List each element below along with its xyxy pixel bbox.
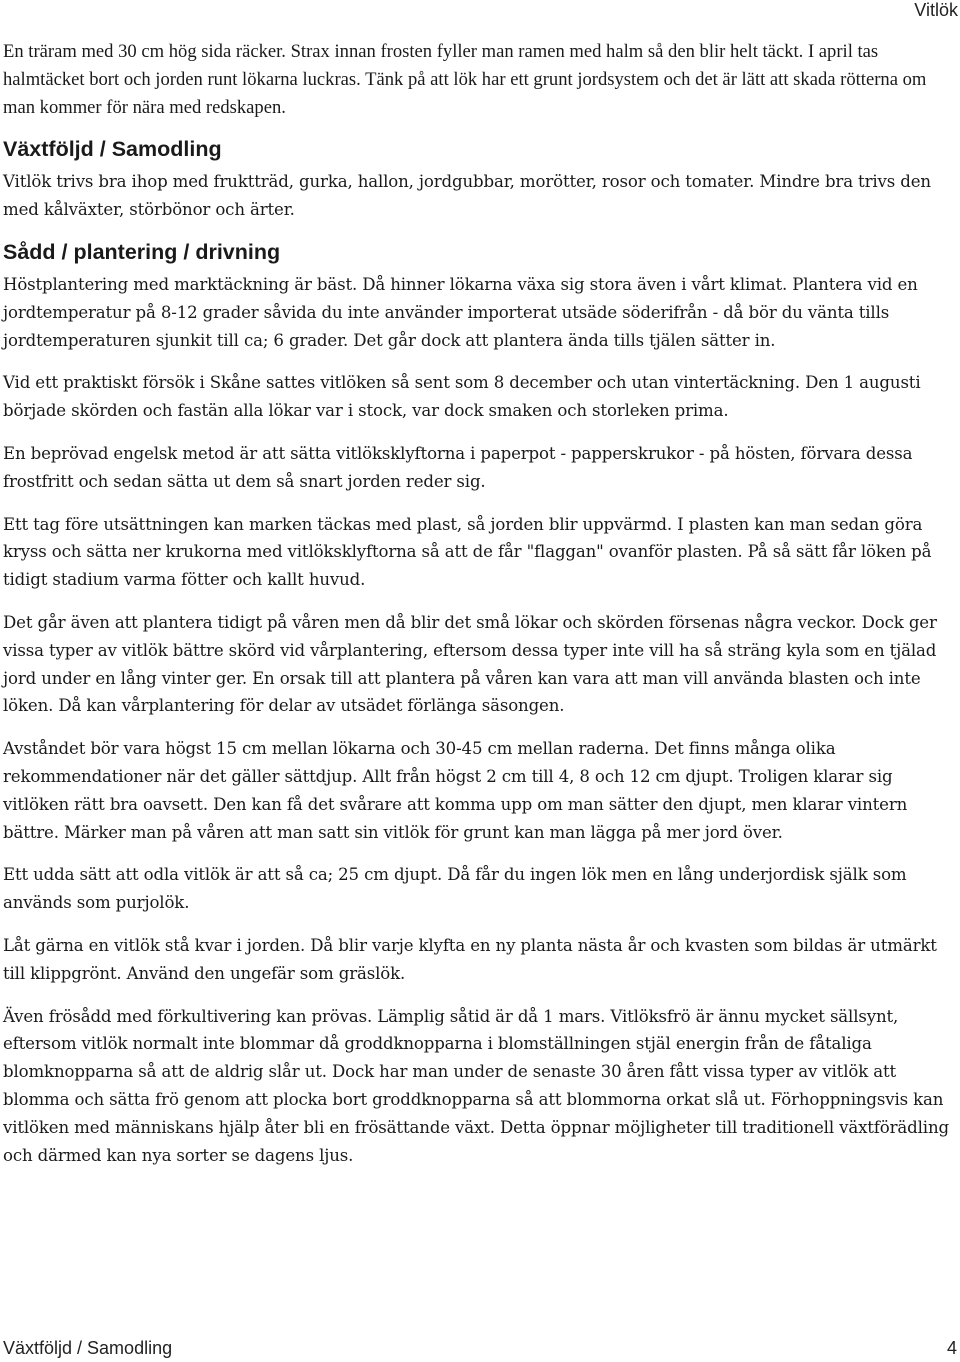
footer-section-title: Växtföljd / Samodling bbox=[3, 1338, 173, 1358]
paragraph-frosadd: Även frösådd med förkultivering kan prövas. Lämplig såtid är då 1 mars. Vitlöksfrö är ännu mycket sällsynt, eftersom vitlök normalt inte blommar då groddknopparna i blomställningen stjäl energin från de fåtaliga blomknopparna så att de aldrig slår ut. Dock har man under de senaste 30 åren fått vissa typer av vitlök att blomma och sätta frö genom att plocka bort groddknopparna så att blommorna orkat slå ut. Förhoppningsvis kan vitlöken med människans hjälp åter bli en frösättande växt. Detta öppnar möjligheter till traditionell växtförädling och därmed kan nya sorter se dagens ljus. bbox=[3, 1006, 949, 1165]
paragraph-plast: Ett tag före utsättningen kan marken täckas med plast, så jorden blir uppvärmd. I plasten kan man sedan göra kryss och sätta ner krukorna med vitlöksklyftorna så att de får "flaggan" ovanför plasten. På så sätt får löken på tidigt stadium varma fötter och kallt huvud. bbox=[3, 514, 932, 590]
paragraph-kvar-i-jorden: Låt gärna en vitlök stå kvar i jorden. Då blir varje klyfta en ny planta nästa år och kvasten som bildas är utmärkt till klippgrönt. Använd den ungefär som gräslök. bbox=[3, 935, 937, 983]
heading-vaxtfoljd: Växtföljd / Samodling bbox=[3, 137, 222, 162]
heading-sadd-plantering: Sådd / plantering / drivning bbox=[3, 239, 281, 264]
running-footer bbox=[3, 1337, 957, 1359]
paragraph-vaxtfoljd: Vitlök trivs bra ihop med fruktträd, gurka, hallon, jordgubbar, morötter, rosor och tomater. Mindre bra trivs den med kålväxter, störbönor och ärter. bbox=[3, 172, 931, 220]
running-header-title: Vitlök bbox=[914, 0, 958, 20]
paragraph-udda-satt: Ett udda sätt att odla vitlök är att så ca; 25 cm djupt. Då får du ingen lök men en lång underjordisk själk som används som purjolök. bbox=[3, 865, 907, 913]
paragraph-intro: En träram med 30 cm hög sida räcker. Strax innan frosten fyller man ramen med halm så den blir helt täckt. I april tas halmtäcket bort och jorden runt lökarna luckras. Tänk på att lök har ett grunt jordsystem och det är lätt att skada rötterna om man kommer för nära med redskapen. bbox=[3, 41, 927, 118]
paragraph-skane-forsok: Vid ett praktiskt försök i Skåne sattes vitlöken så sent som 8 december och utan vintertäckning. Den 1 augusti började skörden och fastän alla lökar var i stock, var dock smaken och storleken prima. bbox=[3, 373, 921, 421]
paragraph-varplantering: Det går även att plantera tidigt på våren men då blir det små lökar och skörden försenas några veckor. Dock ger vissa typer av vitlök bättre skörd vid vårplantering, eftersom dessa typer inte vill ha så sträng kyla som en tjälad jord under en lång vinter ger. En orsak till att plantera på våren kan vara att man vill använda blasten och inte löken. Då kan vårplantering för delar av utsädet förlänga säsongen. bbox=[3, 612, 937, 716]
document-body bbox=[3, 38, 955, 1184]
page-number: 4 bbox=[946, 1338, 957, 1358]
paragraph-engelsk-metod: En beprövad engelsk metod är att sätta vitlöksklyftorna i paperpot - papperskrukor - på hösten, förvara dessa frostfritt och sedan sätta ut dem så snart jorden reder sig. bbox=[3, 443, 913, 491]
paragraph-avstand: Avståndet bör vara högst 15 cm mellan lökarna och 30-45 cm mellan raderna. Det finns många olika rekommendationer när det gäller sättdjup. Allt från högst 2 cm till 4, 8 och 12 cm djupt. Troligen klarar sig vitlöken rätt bra oavsett. Den kan få det svårare att komma upp om man sätter den djupt, men klarar vintern bättre. Märker man på våren att man satt sin vitlök för grunt kan man lägga på mer jord över. bbox=[3, 739, 908, 842]
paragraph-hostplantering: Höstplantering med marktäckning är bäst. Då hinner lökarna växa sig stora även i vårt klimat. Plantera vid en jordtemperatur på 8-12 grader såvida du inte använder importerat utsäde söderifrån - då bör du vänta tills jordtemperaturen sjunkit till ca; 6 grader. Det går dock att plantera ända tills tjälen sätter in. bbox=[3, 274, 918, 350]
